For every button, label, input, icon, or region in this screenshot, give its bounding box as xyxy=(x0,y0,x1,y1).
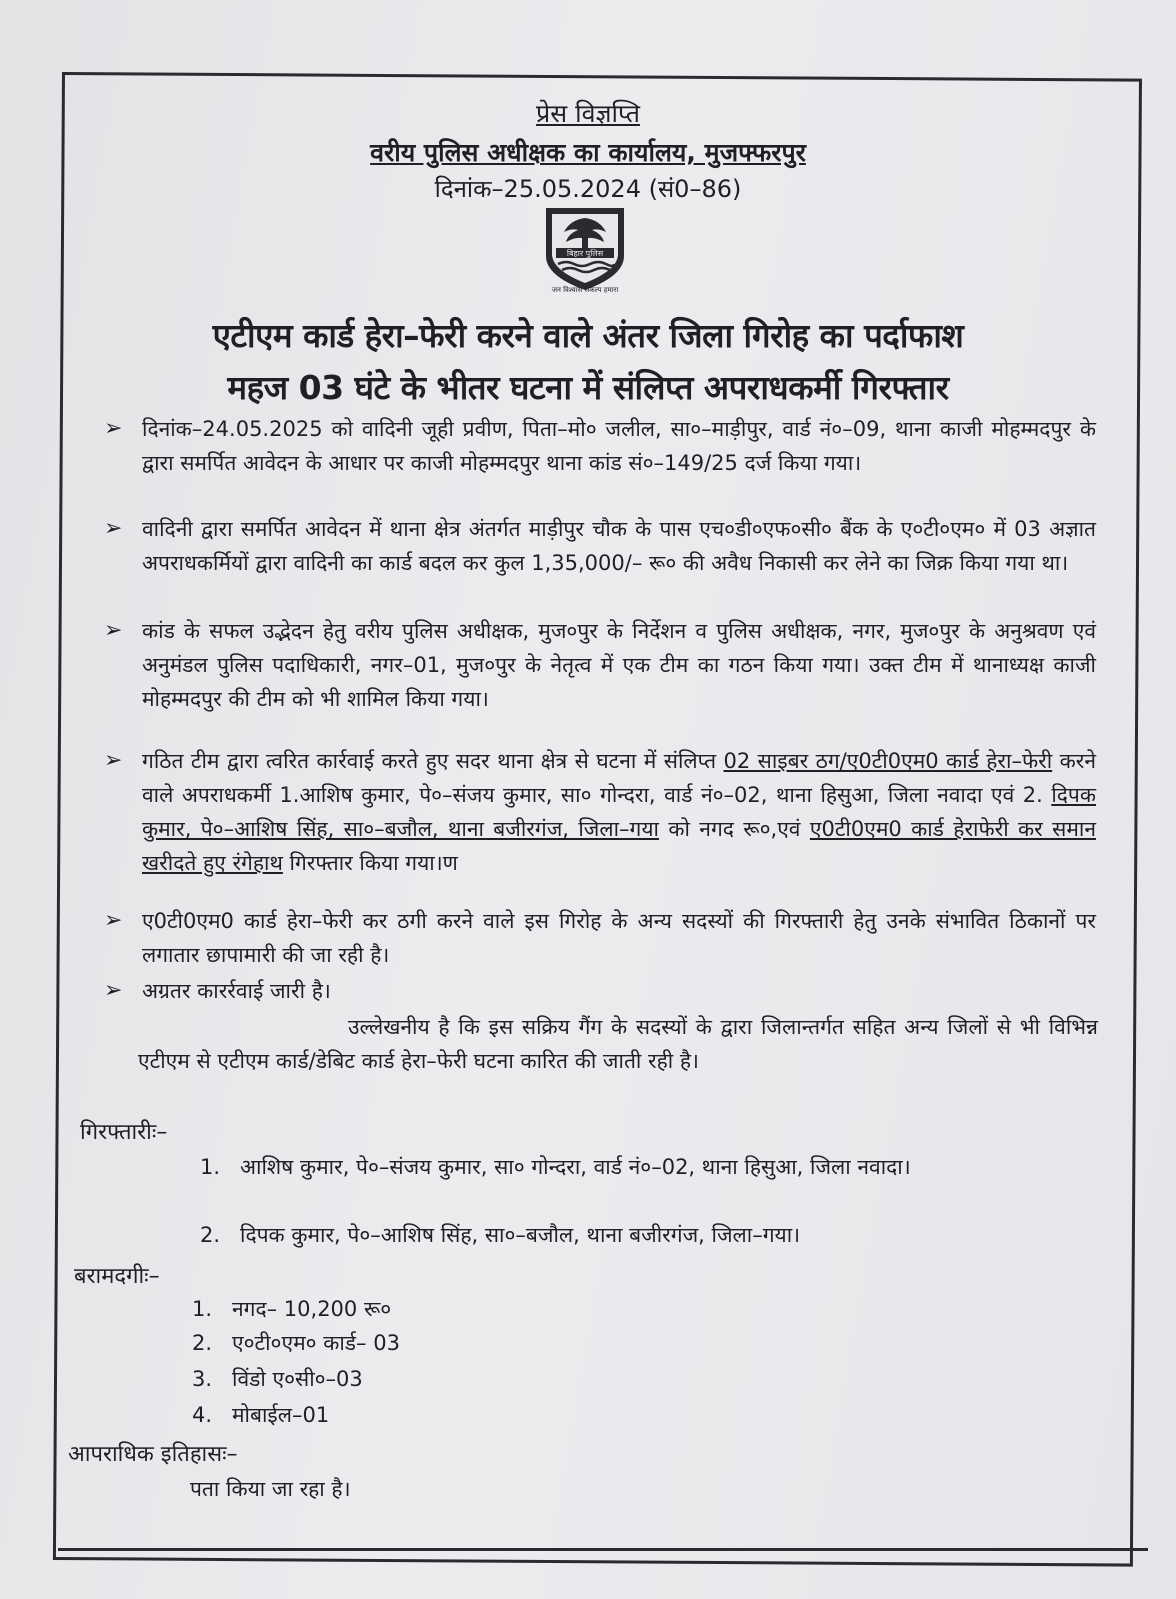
recovery-heading: बरामदगीः– xyxy=(74,1264,160,1289)
headline-line-2: महज 03 घंटे के भीतर घटना में संलिप्त अपराधकर्मी गिरफ्तार xyxy=(227,368,949,407)
arrow-bullet-icon: ➢ xyxy=(104,416,123,441)
logo-text: बिहार पुलिस xyxy=(566,249,604,258)
note-text: उल्लेखनीय है कि इस सक्रिय गैंग के सदस्यों के द्वारा जिलान्तर्गत सहित अन्य जिलों से भी विभिन्न एटीएम से एटीएम कार्ड/डेबिट कार्ड हेरा–फेरी घटना कारित की जाती रही है। xyxy=(138,1015,1098,1073)
bullet-item xyxy=(96,614,1096,716)
text-run: को नगद रू०,एवं xyxy=(658,817,810,841)
arrow-bullet-icon: ➢ xyxy=(104,618,123,643)
bullet-item xyxy=(96,512,1096,580)
arrest-text: आशिष कुमार, पे०–संजय कुमार, सा० गोन्दरा, वार्ड नं०–02, थाना हिसुआ, जिला नवादा। xyxy=(240,1155,911,1179)
recovery-item xyxy=(192,1398,329,1432)
arrest-text: दिपक कुमार, पे०–आशिष सिंह, सा०–बजौल, थाना बजीरगंज, जिला–गया। xyxy=(240,1223,801,1247)
bihar-police-logo xyxy=(542,204,628,294)
bullet-item xyxy=(96,744,1096,880)
date-line: दिनांक–25.05.2024 (सं0–86) xyxy=(434,175,742,203)
arrest-number: 2. xyxy=(200,1223,221,1247)
history-text: पता किया जा रहा है। xyxy=(190,1477,351,1501)
text-run: अग्रतर कारर्रवाई जारी है। xyxy=(142,979,331,1003)
recovery-text: मोबाईल–01 xyxy=(232,1403,330,1427)
underlined-text: ए0टी0एम0 कार्ड हेराफेरी कर समान खरीदते हुए रंगेहाथ xyxy=(142,817,1096,875)
recovery-text: ए०टी०एम० कार्ड– 03 xyxy=(232,1331,400,1355)
bullet-text xyxy=(96,974,1096,1008)
note-paragraph xyxy=(138,1010,1098,1078)
bullet-text xyxy=(96,744,1096,880)
bullet-text xyxy=(96,412,1096,480)
text-run: ए0टी0एम0 कार्ड हेरा–फेरी कर ठगी करने वाले इस गिरोह के अन्य सदस्यों की गिरफ्तारी हेतु उनके संभावित ठिकानों पर लगातार छापामारी की जा रही है। xyxy=(142,909,1096,967)
arrow-bullet-icon: ➢ xyxy=(104,516,123,541)
press-release-title: प्रेस विज्ञप्ति xyxy=(536,99,640,128)
bullet-item xyxy=(96,904,1096,972)
logo-motto: जन विश्वास संकल्प हमारा xyxy=(551,286,619,294)
bullet-item xyxy=(96,974,1096,1008)
arrests-heading: गिरफ्तारीः– xyxy=(80,1120,168,1145)
recovery-item xyxy=(192,1292,391,1326)
arrest-item xyxy=(200,1150,1100,1184)
text-run: कांड के सफल उद्भेदन हेतु वरीय पुलिस अधीक्षक, मुज०पुर के निर्देशन व पुलिस अधीक्षक, नगर, मुज०पुर के अनुश्रवण एवं अनुमंडल पुलिस पदाधिकारी, नगर–01, मुज०पुर के नेतृत्व में एक टीम का गठन किया गया। उक्त टीम में थानाध्यक्ष काजी मोहम्मदपुर की टीम को भी शामिल किया गया। xyxy=(142,619,1096,711)
recovery-text: नगद– 10,200 रू० xyxy=(232,1297,392,1321)
headline-line-1: एटीएम कार्ड हेरा–फेरी करने वाले अंतर जिला गिरोह का पर्दाफाश xyxy=(212,316,964,355)
recovery-text: विंडो ए०सी०–03 xyxy=(232,1367,363,1391)
text-run: गिरफ्तार किया गया।ण xyxy=(282,851,458,875)
recovery-number: 1. xyxy=(192,1297,213,1321)
underlined-text: 02 साइबर ठग/ए0टी0एम0 कार्ड हेरा–फेरी xyxy=(723,749,1053,773)
text-run: वादिनी द्वारा समर्पित आवेदन में थाना क्षेत्र अंतर्गत माड़ीपुर चौक के पास एच०डी०एफ०सी० बैंक के ए०टी०एम० में 03 अज्ञात अपराधकर्मियों द्वारा वादिनी का कार्ड बदल कर कुल 1,35,000/– रू० की अवैध निकासी कर लेने का जिक्र किया गया था। xyxy=(142,517,1096,575)
recovery-number: 4. xyxy=(192,1403,213,1427)
office-name: वरीय पुलिस अधीक्षक का कार्यालय, मुजफ्फरपुर xyxy=(370,138,806,167)
arrow-bullet-icon: ➢ xyxy=(104,978,123,1003)
bullet-text xyxy=(96,904,1096,972)
recovery-number: 2. xyxy=(192,1331,213,1355)
recovery-item xyxy=(192,1362,363,1396)
arrow-bullet-icon: ➢ xyxy=(104,908,123,933)
underlined-text: दिपक कुमार, पे०–आशिष सिंह, सा०–बजौल, थाना बजीरगंज, जिला–गया xyxy=(142,783,1096,841)
text-run: दिनांक–24.05.2025 को वादिनी जूही प्रवीण, पिता–मो० जलील, सा०–माड़ीपुर, वार्ड नं०–09, थाना काजी मोहम्मदपुर के द्वारा समर्पित आवेदन के आधार पर काजी मोहम्मदपुर थाना कांड सं०–149/25 दर्ज किया गया। xyxy=(142,417,1096,475)
arrest-number: 1. xyxy=(200,1155,221,1179)
history-heading: आपराधिक इतिहासः– xyxy=(68,1442,238,1467)
text-run: गठित टीम द्वारा त्वरित कार्रवाई करते हुए सदर थाना क्षेत्र से घटना में संलिप्त xyxy=(142,749,724,773)
text-run: करने वाले अपराधकर्मी 1.आशिष कुमार, पे०–संजय कुमार, सा० गोन्दरा, वार्ड नं०–02, थाना हिसुआ, जिला नवादा एवं 2. xyxy=(142,749,1096,807)
arrow-bullet-icon: ➢ xyxy=(104,748,123,773)
recovery-number: 3. xyxy=(192,1367,213,1391)
recovery-item xyxy=(192,1326,400,1360)
bottom-rule xyxy=(58,1548,1148,1551)
bullet-text xyxy=(96,614,1096,716)
bullet-text xyxy=(96,512,1096,580)
bullet-item xyxy=(96,412,1096,480)
arrest-item xyxy=(200,1218,1100,1252)
